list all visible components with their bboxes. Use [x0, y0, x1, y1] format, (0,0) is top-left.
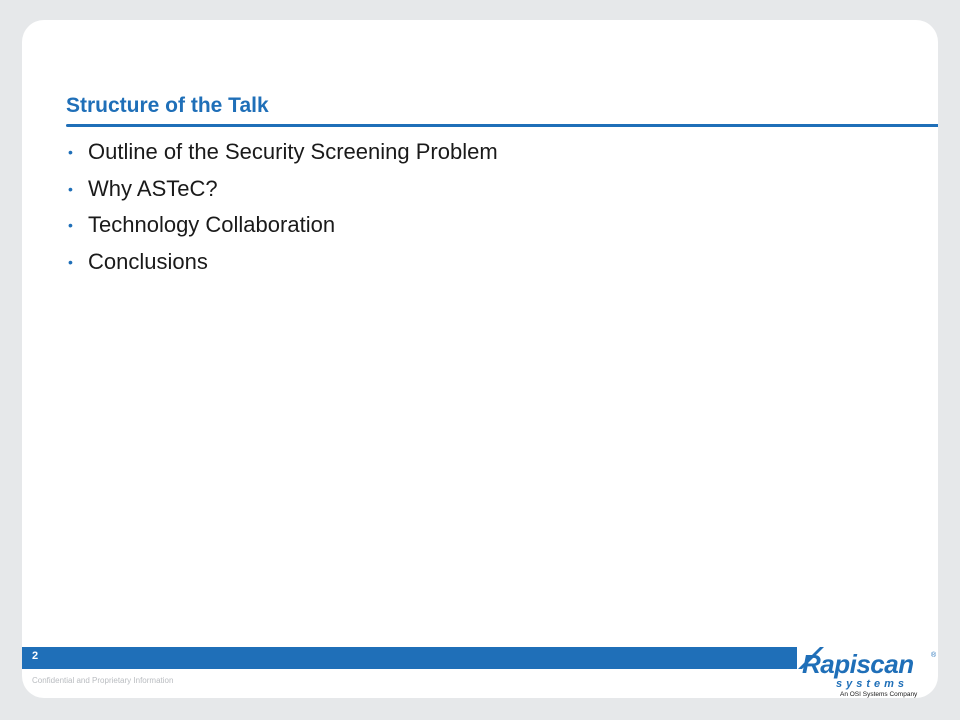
bullet-text: Technology Collaboration — [88, 212, 336, 238]
bullet-text: Why ASTeC? — [88, 175, 218, 201]
logo-registered-mark: ® — [931, 652, 937, 659]
bullet-list — [68, 134, 498, 280]
confidential-notice: Confidential and Proprietary Information — [32, 676, 174, 685]
bullet-item — [68, 171, 498, 208]
logo-tagline: An OSI Systems Company — [840, 691, 918, 698]
slide-title: Structure of the Talk — [66, 94, 269, 117]
bullet-text: Conclusions — [88, 248, 208, 274]
title-underline — [66, 124, 938, 127]
bullet-dot-icon: • — [68, 217, 73, 234]
bullet-dot-icon: • — [68, 253, 73, 270]
bullet-item — [68, 244, 498, 281]
bullet-dot-icon: • — [68, 180, 73, 197]
slide — [22, 20, 938, 698]
bullet-text: Outline of the Security Screening Problem — [88, 139, 498, 165]
company-logo — [798, 647, 938, 697]
bullet-item — [68, 134, 498, 171]
page-number: 2 — [32, 650, 39, 662]
bullet-item — [68, 207, 498, 244]
logo-subword: systems — [836, 678, 909, 690]
footer-bar — [22, 647, 797, 669]
bullet-dot-icon: • — [68, 144, 73, 161]
logo-wordmark: Rapiscan — [802, 649, 914, 679]
